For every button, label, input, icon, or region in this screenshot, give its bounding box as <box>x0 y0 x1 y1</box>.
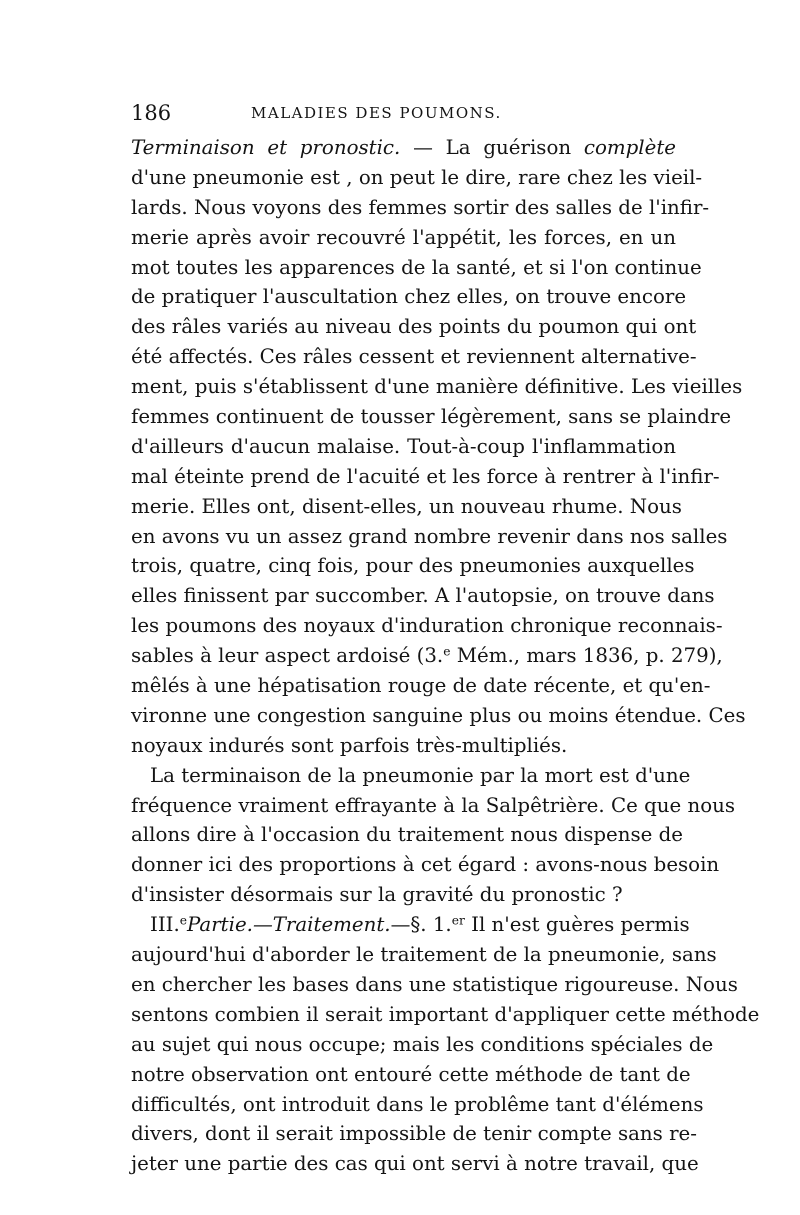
text-line <box>131 970 738 1000</box>
text-line <box>131 223 676 253</box>
text-line <box>131 910 690 940</box>
text-run: —§. 1. <box>390 913 452 937</box>
text-run: merie après avoir recouvré l'appétit, les forces, en un <box>131 225 676 249</box>
text-line <box>131 1060 691 1090</box>
text-line <box>131 1149 699 1179</box>
text-run: de pratiquer l'auscultation chez elles, on trouve encore <box>131 285 687 309</box>
text-line <box>131 820 684 850</box>
paragraph <box>131 133 746 761</box>
text-run: femmes continuent de tousser légèrement, sans se plaindre <box>131 405 732 429</box>
text-run: d'ailleurs d'aucun malaise. Tout-à-coup l'inflammation <box>131 434 676 458</box>
section-heading: Terminaison et pronostic. <box>131 136 401 159</box>
text-run: sables à leur aspect ardoisé (3. <box>131 644 444 668</box>
superscript: e <box>179 913 187 928</box>
text-run: elles finissent par succomber. A l'autopsie, on trouve dans <box>131 584 715 608</box>
text-line <box>131 193 710 223</box>
text-run: La terminaison de la pneumonie par la mort est d'une <box>150 763 691 787</box>
superscript: er <box>451 913 465 928</box>
text-run: mal éteinte prend de l'acuité et les force à rentrer à l'infir- <box>131 464 720 488</box>
text-line <box>131 253 702 283</box>
text-run: merie. Elles ont, disent-elles, un nouveau rhume. Nous <box>131 494 682 518</box>
text-run: sentons combien il serait important d'appliquer cette méthode <box>131 1002 760 1026</box>
paragraph <box>131 761 736 910</box>
text-line <box>131 581 715 611</box>
text-line <box>131 312 697 342</box>
text-run: allons dire à l'occasion du traitement nous dispense de <box>131 823 684 847</box>
text-line <box>131 551 695 581</box>
text-line <box>131 701 746 731</box>
text-line <box>131 462 720 492</box>
text-run: en chercher les bases dans une statistique rigoureuse. Nous <box>131 972 738 996</box>
text-run: jeter une partie des cas qui ont servi à notre travail, que <box>131 1152 699 1176</box>
text-run: d'une pneumonie est , on peut le dire, rare chez les vieil- <box>131 165 703 189</box>
text-line <box>131 731 676 761</box>
text-run: mot toutes les apparences de la santé, et si l'on continue <box>131 255 702 279</box>
running-title: MALADIES DES POUMONS. <box>251 104 502 122</box>
text-line <box>131 940 717 970</box>
text-line <box>131 880 676 910</box>
text-line <box>131 522 728 552</box>
text-run: lards. Nous voyons des femmes sortir des salles de l'infir- <box>131 195 710 219</box>
text-line <box>131 163 703 193</box>
text-run: Mém., mars 1836, p. 279), <box>450 644 723 668</box>
text-line <box>131 342 697 372</box>
text-run: difficultés, ont introduit dans le problême tant d'élémens <box>131 1092 704 1116</box>
italic-word: complète <box>583 136 676 159</box>
paragraph <box>131 910 760 1179</box>
text-run: mêlés à une hépatisation rouge de date récente, et qu'en- <box>131 674 711 698</box>
superscript: e <box>443 644 451 659</box>
text-line <box>131 1000 760 1030</box>
text-run: ment, puis s'établissent d'une manière définitive. Les vieilles <box>131 375 743 399</box>
text-run: noyaux indurés sont parfois très-multipliés. <box>131 733 568 757</box>
body-text <box>131 133 760 1179</box>
section-heading: Partie.—Traitement. <box>187 913 391 937</box>
text-line <box>131 372 743 402</box>
text-line <box>131 402 732 432</box>
text-run: Il n'est guères permis <box>464 913 690 937</box>
text-run: aujourd'hui d'aborder le traitement de la pneumonie, sans <box>131 943 717 967</box>
text-run: fréquence vraiment effrayante à la Salpêtrière. Ce que nous <box>131 793 736 817</box>
text-run: au sujet qui nous occupe; mais les conditions spéciales de <box>131 1032 714 1056</box>
text-line <box>131 641 723 671</box>
text-run: d'insister désormais sur la gravité du pronostic ? <box>131 883 623 907</box>
text-run: — La guérison <box>400 136 584 159</box>
text-line <box>131 850 720 880</box>
text-run: notre observation ont entouré cette méthode de tant de <box>131 1062 691 1086</box>
text-line <box>131 432 676 462</box>
text-line <box>131 671 711 701</box>
text-line <box>131 133 676 163</box>
text-run: été affectés. Ces râles cessent et reviennent alternative- <box>131 345 697 369</box>
text-line <box>131 761 691 791</box>
text-line <box>131 1119 697 1149</box>
text-line <box>131 611 723 641</box>
text-run: trois, quatre, cinq fois, pour des pneumonies auxquelles <box>131 554 695 578</box>
text-run: les poumons des noyaux d'induration chronique reconnais- <box>131 614 723 638</box>
text-run: des râles variés au niveau des points du poumon qui ont <box>131 315 697 339</box>
text-run: en avons vu un assez grand nombre revenir dans nos salles <box>131 524 728 548</box>
text-line <box>131 282 687 312</box>
text-line <box>131 791 736 821</box>
text-run: vironne une congestion sanguine plus ou moins étendue. Ces <box>131 703 746 727</box>
text-line <box>131 492 682 522</box>
text-run: divers, dont il serait impossible de tenir compte sans re- <box>131 1122 697 1146</box>
running-head <box>131 98 676 128</box>
text-line <box>131 1090 704 1120</box>
page-number: 186 <box>131 101 172 125</box>
text-run: III. <box>150 913 180 937</box>
text-run: donner ici des proportions à cet égard : avons-nous besoin <box>131 853 720 877</box>
text-line <box>131 1030 714 1060</box>
